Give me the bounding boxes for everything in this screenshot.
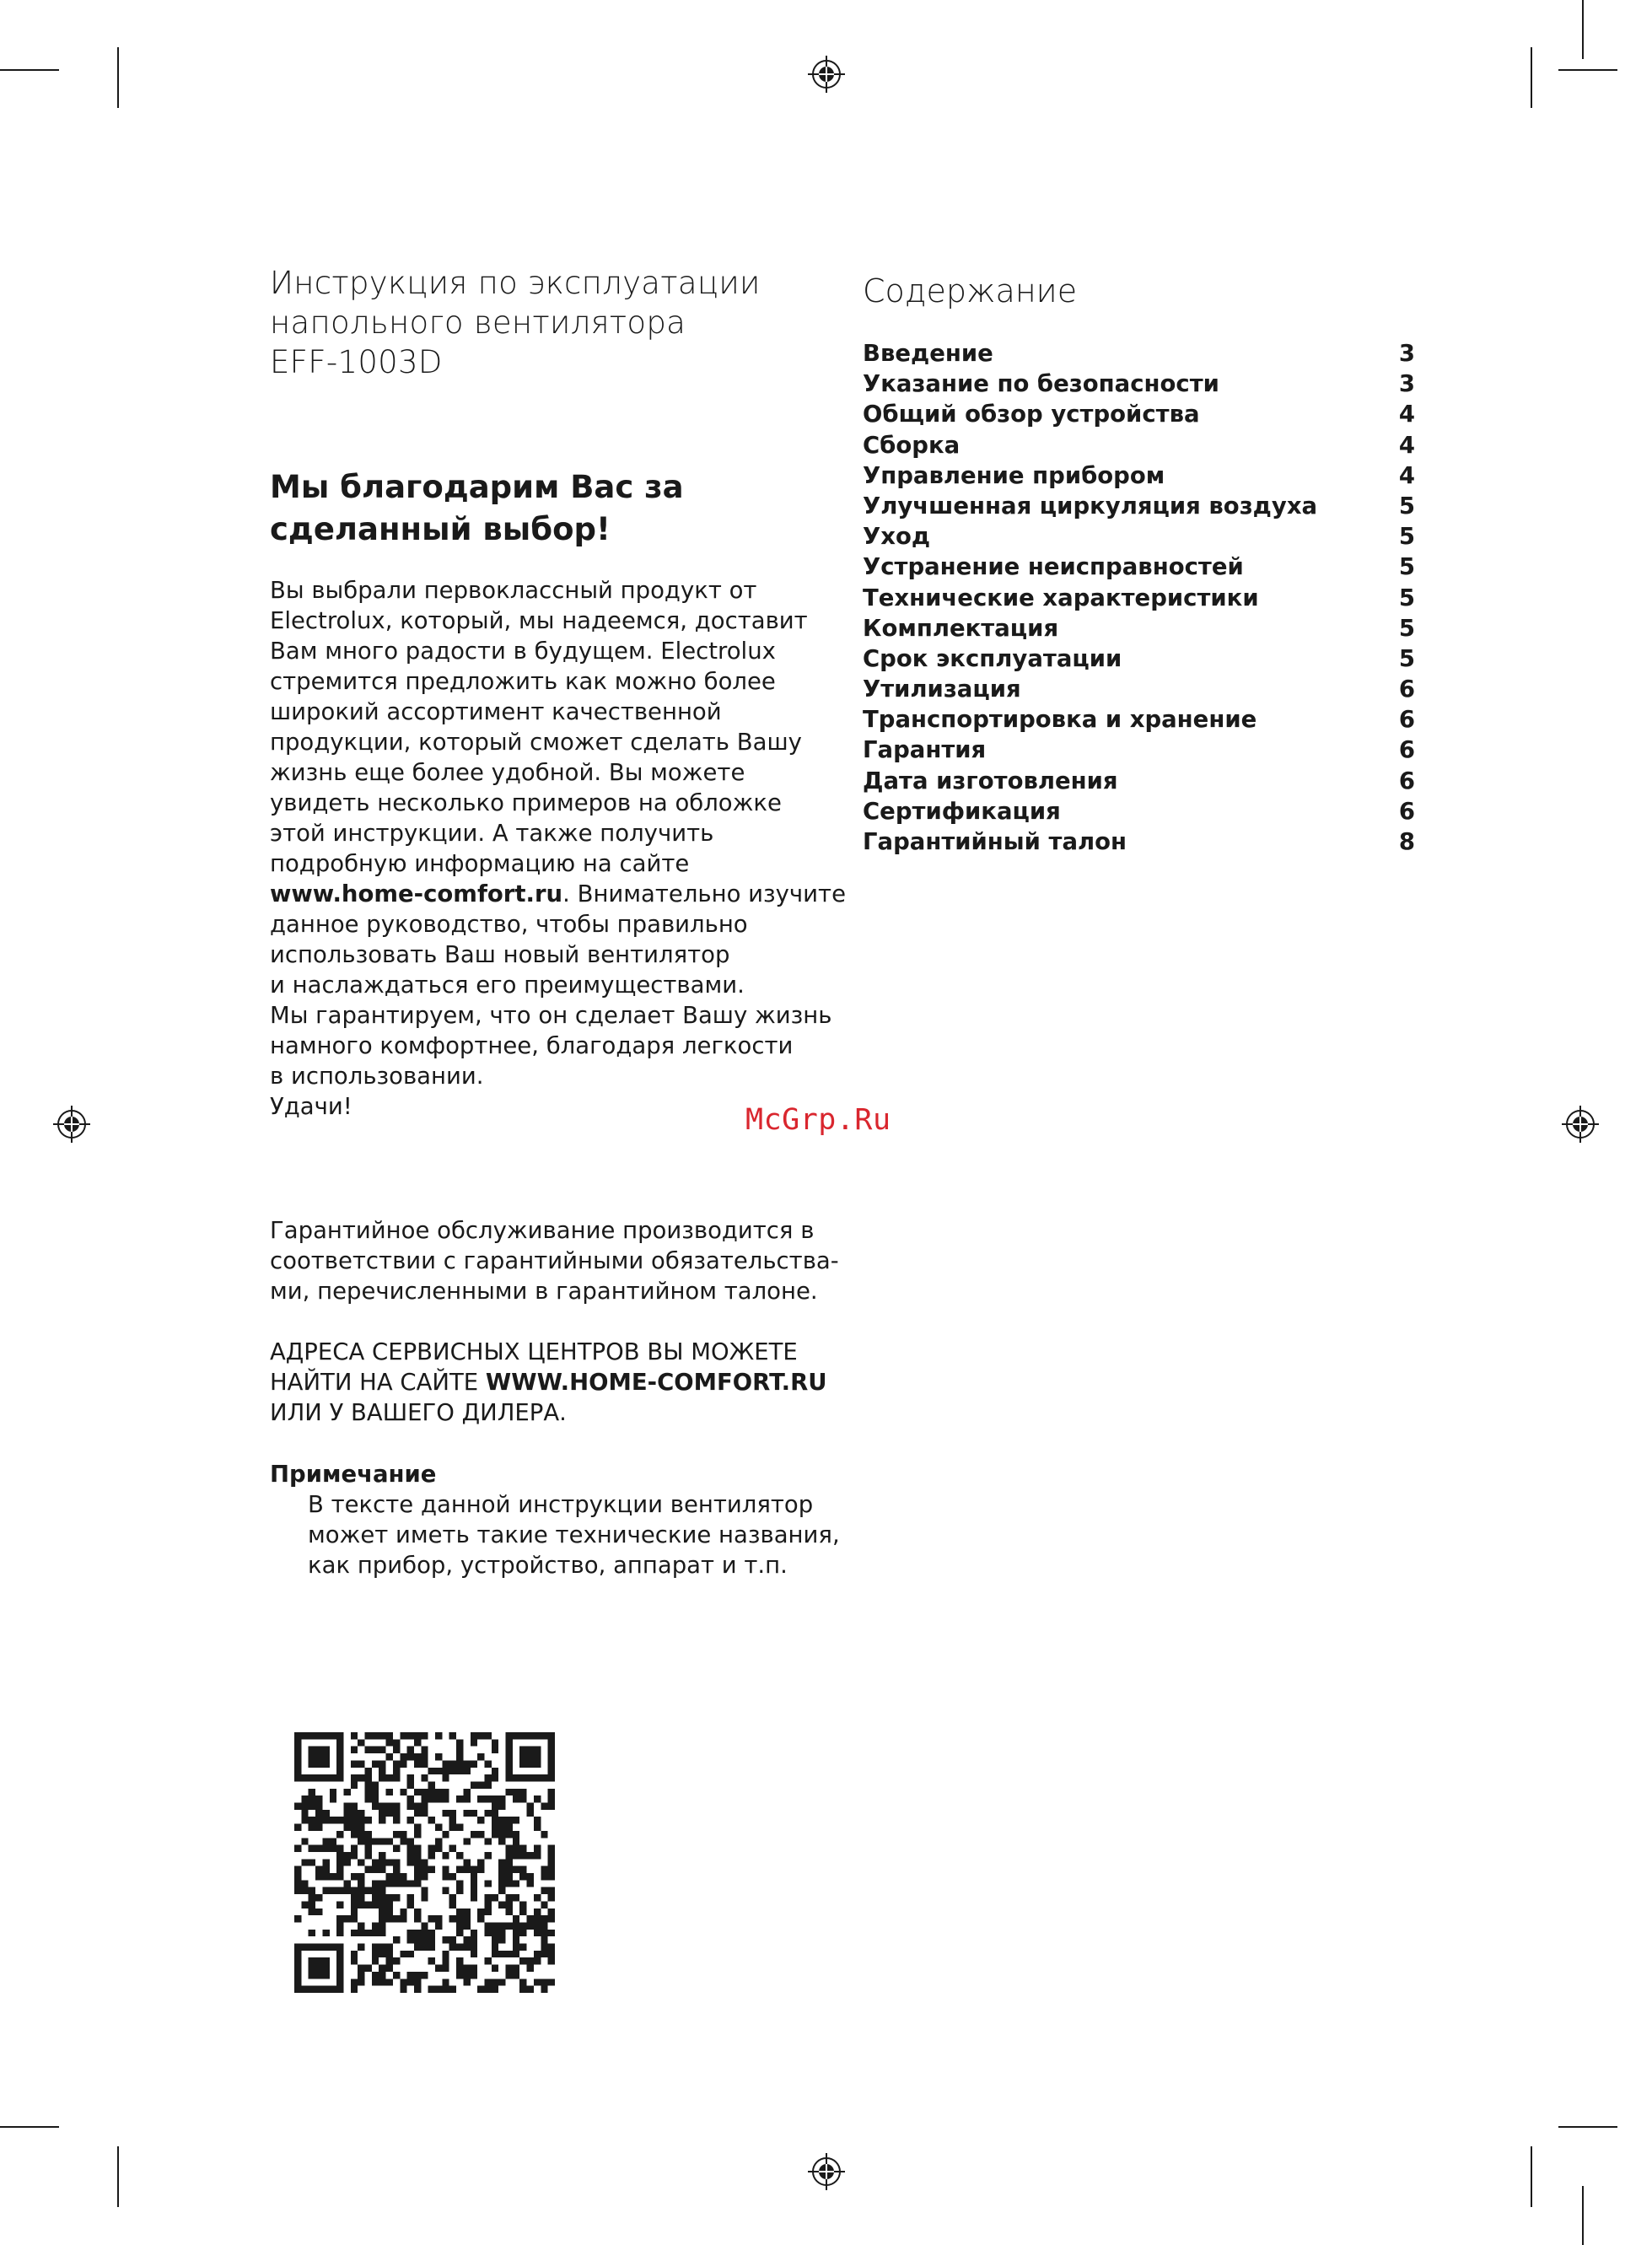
toc-item-label: Уход xyxy=(863,523,931,551)
toc-item-label: Технические характеристики xyxy=(863,584,1259,611)
toc-item-page: 3 xyxy=(1398,340,1415,367)
model-number: EFF-1003D xyxy=(270,344,443,380)
crop-mark xyxy=(1531,2146,1532,2207)
toc-item-page: 4 xyxy=(1398,431,1415,459)
service-centers-paragraph xyxy=(270,1337,860,1428)
text-line: ми, перечисленными в гарантийном талоне. xyxy=(270,1278,818,1305)
toc-item-page: 6 xyxy=(1398,797,1415,825)
toc-item-label: Указание по безопасности xyxy=(863,370,1219,398)
toc-item-page: 6 xyxy=(1398,676,1415,703)
toc-list xyxy=(863,338,1415,857)
toc-item-page: 5 xyxy=(1398,614,1415,642)
text-line: Гарантийное обслуживание производится в xyxy=(270,1217,815,1244)
text-line: АДРЕСА СЕРВИСНЫХ ЦЕНТРОВ ВЫ МОЖЕТЕ xyxy=(270,1338,798,1365)
watermark: McGrp.Ru xyxy=(745,1103,891,1137)
toc-item-page: 5 xyxy=(1398,584,1415,611)
toc-item[interactable] xyxy=(863,430,1415,460)
toc-item[interactable] xyxy=(863,460,1415,491)
service-website-link[interactable]: WWW.HOME-COMFORT.RU xyxy=(485,1369,827,1396)
toc-item[interactable] xyxy=(863,338,1415,369)
toc-item-label: Гарантия xyxy=(863,736,987,764)
text-line: стремится предложить как можно более xyxy=(270,668,776,695)
toc-item-label: Гарантийный талон xyxy=(863,828,1127,855)
registration-mark-icon xyxy=(53,1106,90,1143)
toc-item[interactable] xyxy=(863,704,1415,735)
crop-mark xyxy=(1558,69,1617,71)
text-line: использовать Ваш новый вентилятор xyxy=(270,941,730,968)
text-line: и наслаждаться его преимуществами. xyxy=(270,972,745,999)
toc-item-label: Сборка xyxy=(863,431,961,459)
text-line: Удачи! xyxy=(270,1093,352,1120)
toc-item-page: 5 xyxy=(1398,644,1415,672)
toc-item-page: 8 xyxy=(1398,828,1415,855)
toc-item-label: Устранение неисправностей xyxy=(863,553,1244,581)
crop-mark xyxy=(0,69,59,71)
crop-mark xyxy=(1558,2126,1617,2128)
website-link[interactable]: www.home-comfort.ru xyxy=(270,880,563,907)
text-line: Вы выбрали первоклассный продукт от xyxy=(270,577,757,604)
toc-item-page: 5 xyxy=(1398,553,1415,581)
toc-item[interactable] xyxy=(863,674,1415,704)
crop-mark xyxy=(1531,47,1532,108)
crop-mark xyxy=(1582,0,1584,59)
crop-mark xyxy=(1582,2186,1584,2245)
crop-mark xyxy=(0,2126,59,2128)
toc-title: Содержание xyxy=(863,272,1078,310)
text-line: этой инструкции. А также получить xyxy=(270,820,714,847)
toc-item[interactable] xyxy=(863,826,1415,857)
toc-item-page: 4 xyxy=(1398,461,1415,489)
text-line: в использовании. xyxy=(270,1063,484,1090)
toc-item[interactable] xyxy=(863,552,1415,582)
note-paragraph xyxy=(308,1489,848,1580)
text-line: данное руководство, чтобы правильно xyxy=(270,911,748,938)
text-line: широкий ассортимент качественной xyxy=(270,698,722,725)
toc-item-page: 5 xyxy=(1398,492,1415,520)
toc-item[interactable] xyxy=(863,583,1415,613)
manual-title-line: напольного вентилятора xyxy=(270,304,686,341)
thanks-heading-line: Мы благодарим Вас за xyxy=(270,469,684,505)
text-line: соответствии с гарантийными обязательства- xyxy=(270,1247,839,1274)
thanks-heading-line: сделанный выбор! xyxy=(270,511,611,547)
manual-title-line: Инструкция по эксплуатации xyxy=(270,265,761,301)
text-line xyxy=(270,1367,860,1397)
toc-item-page: 4 xyxy=(1398,401,1415,428)
toc-item-label: Утилизация xyxy=(863,676,1021,703)
toc-item-label: Введение xyxy=(863,340,993,367)
toc-item[interactable] xyxy=(863,766,1415,796)
toc-item-label: Комплектация xyxy=(863,614,1059,642)
toc-item[interactable] xyxy=(863,796,1415,826)
toc-item[interactable] xyxy=(863,613,1415,643)
toc-item-page: 6 xyxy=(1398,736,1415,764)
toc-item-label: Дата изготовления xyxy=(863,767,1118,794)
registration-mark-icon xyxy=(1562,1106,1599,1143)
text-line: Electrolux, который, мы надеемся, доставит xyxy=(270,607,808,634)
registration-mark-icon xyxy=(808,2153,845,2190)
toc-item[interactable] xyxy=(863,399,1415,429)
text-line: намного комфортнее, благодаря легкости xyxy=(270,1032,794,1059)
toc-item-label: Общий обзор устройства xyxy=(863,401,1200,428)
toc-item-label: Сертификация xyxy=(863,797,1061,825)
toc-item-page: 3 xyxy=(1398,370,1415,398)
text-line: увидеть несколько примеров на обложке xyxy=(270,789,782,816)
text-line: продукции, который сможет сделать Вашу xyxy=(270,729,802,756)
note-heading: Примечание xyxy=(270,1461,437,1488)
text-line: может иметь такие технические названия, xyxy=(308,1521,840,1548)
text-line: жизнь еще более удобной. Вы можете xyxy=(270,759,745,786)
text-fragment: НАЙТИ НА САЙТЕ xyxy=(270,1369,486,1396)
toc-item[interactable] xyxy=(863,369,1415,399)
link-suffix: . Внимательно изучите xyxy=(562,880,846,907)
crop-mark xyxy=(117,2146,119,2207)
text-line xyxy=(270,879,846,909)
text-line: как прибор, устройство, аппарат и т.п. xyxy=(308,1552,788,1579)
toc-item-label: Срок эксплуатации xyxy=(863,644,1122,672)
thanks-heading xyxy=(270,466,826,551)
toc-item-label: Управление прибором xyxy=(863,461,1165,489)
toc-item-page: 5 xyxy=(1398,523,1415,551)
manual-title xyxy=(270,263,810,382)
toc-item[interactable] xyxy=(863,491,1415,521)
toc-item[interactable] xyxy=(863,521,1415,552)
text-line: ИЛИ У ВАШЕГО ДИЛЕРА. xyxy=(270,1399,567,1426)
crop-mark xyxy=(117,47,119,108)
toc-item-page: 6 xyxy=(1398,706,1415,734)
intro-paragraph xyxy=(270,575,846,1122)
text-line: В тексте данной инструкции вентилятор xyxy=(308,1491,814,1518)
toc-item-label: Транспортировка и хранение xyxy=(863,706,1257,734)
text-line: подробную информацию на сайте xyxy=(270,850,690,877)
toc-item[interactable] xyxy=(863,735,1415,765)
toc-item-page: 6 xyxy=(1398,767,1415,794)
registration-mark-icon xyxy=(808,56,845,93)
toc-item[interactable] xyxy=(863,643,1415,674)
text-line: Мы гарантируем, что он сделает Вашу жизнь xyxy=(270,1002,832,1029)
toc-item-label: Улучшенная циркуляция воздуха xyxy=(863,492,1318,520)
qr-code-icon[interactable] xyxy=(294,1732,555,1993)
text-line: Вам много радости в будущем. Electrolux xyxy=(270,638,776,665)
warranty-paragraph xyxy=(270,1215,843,1306)
